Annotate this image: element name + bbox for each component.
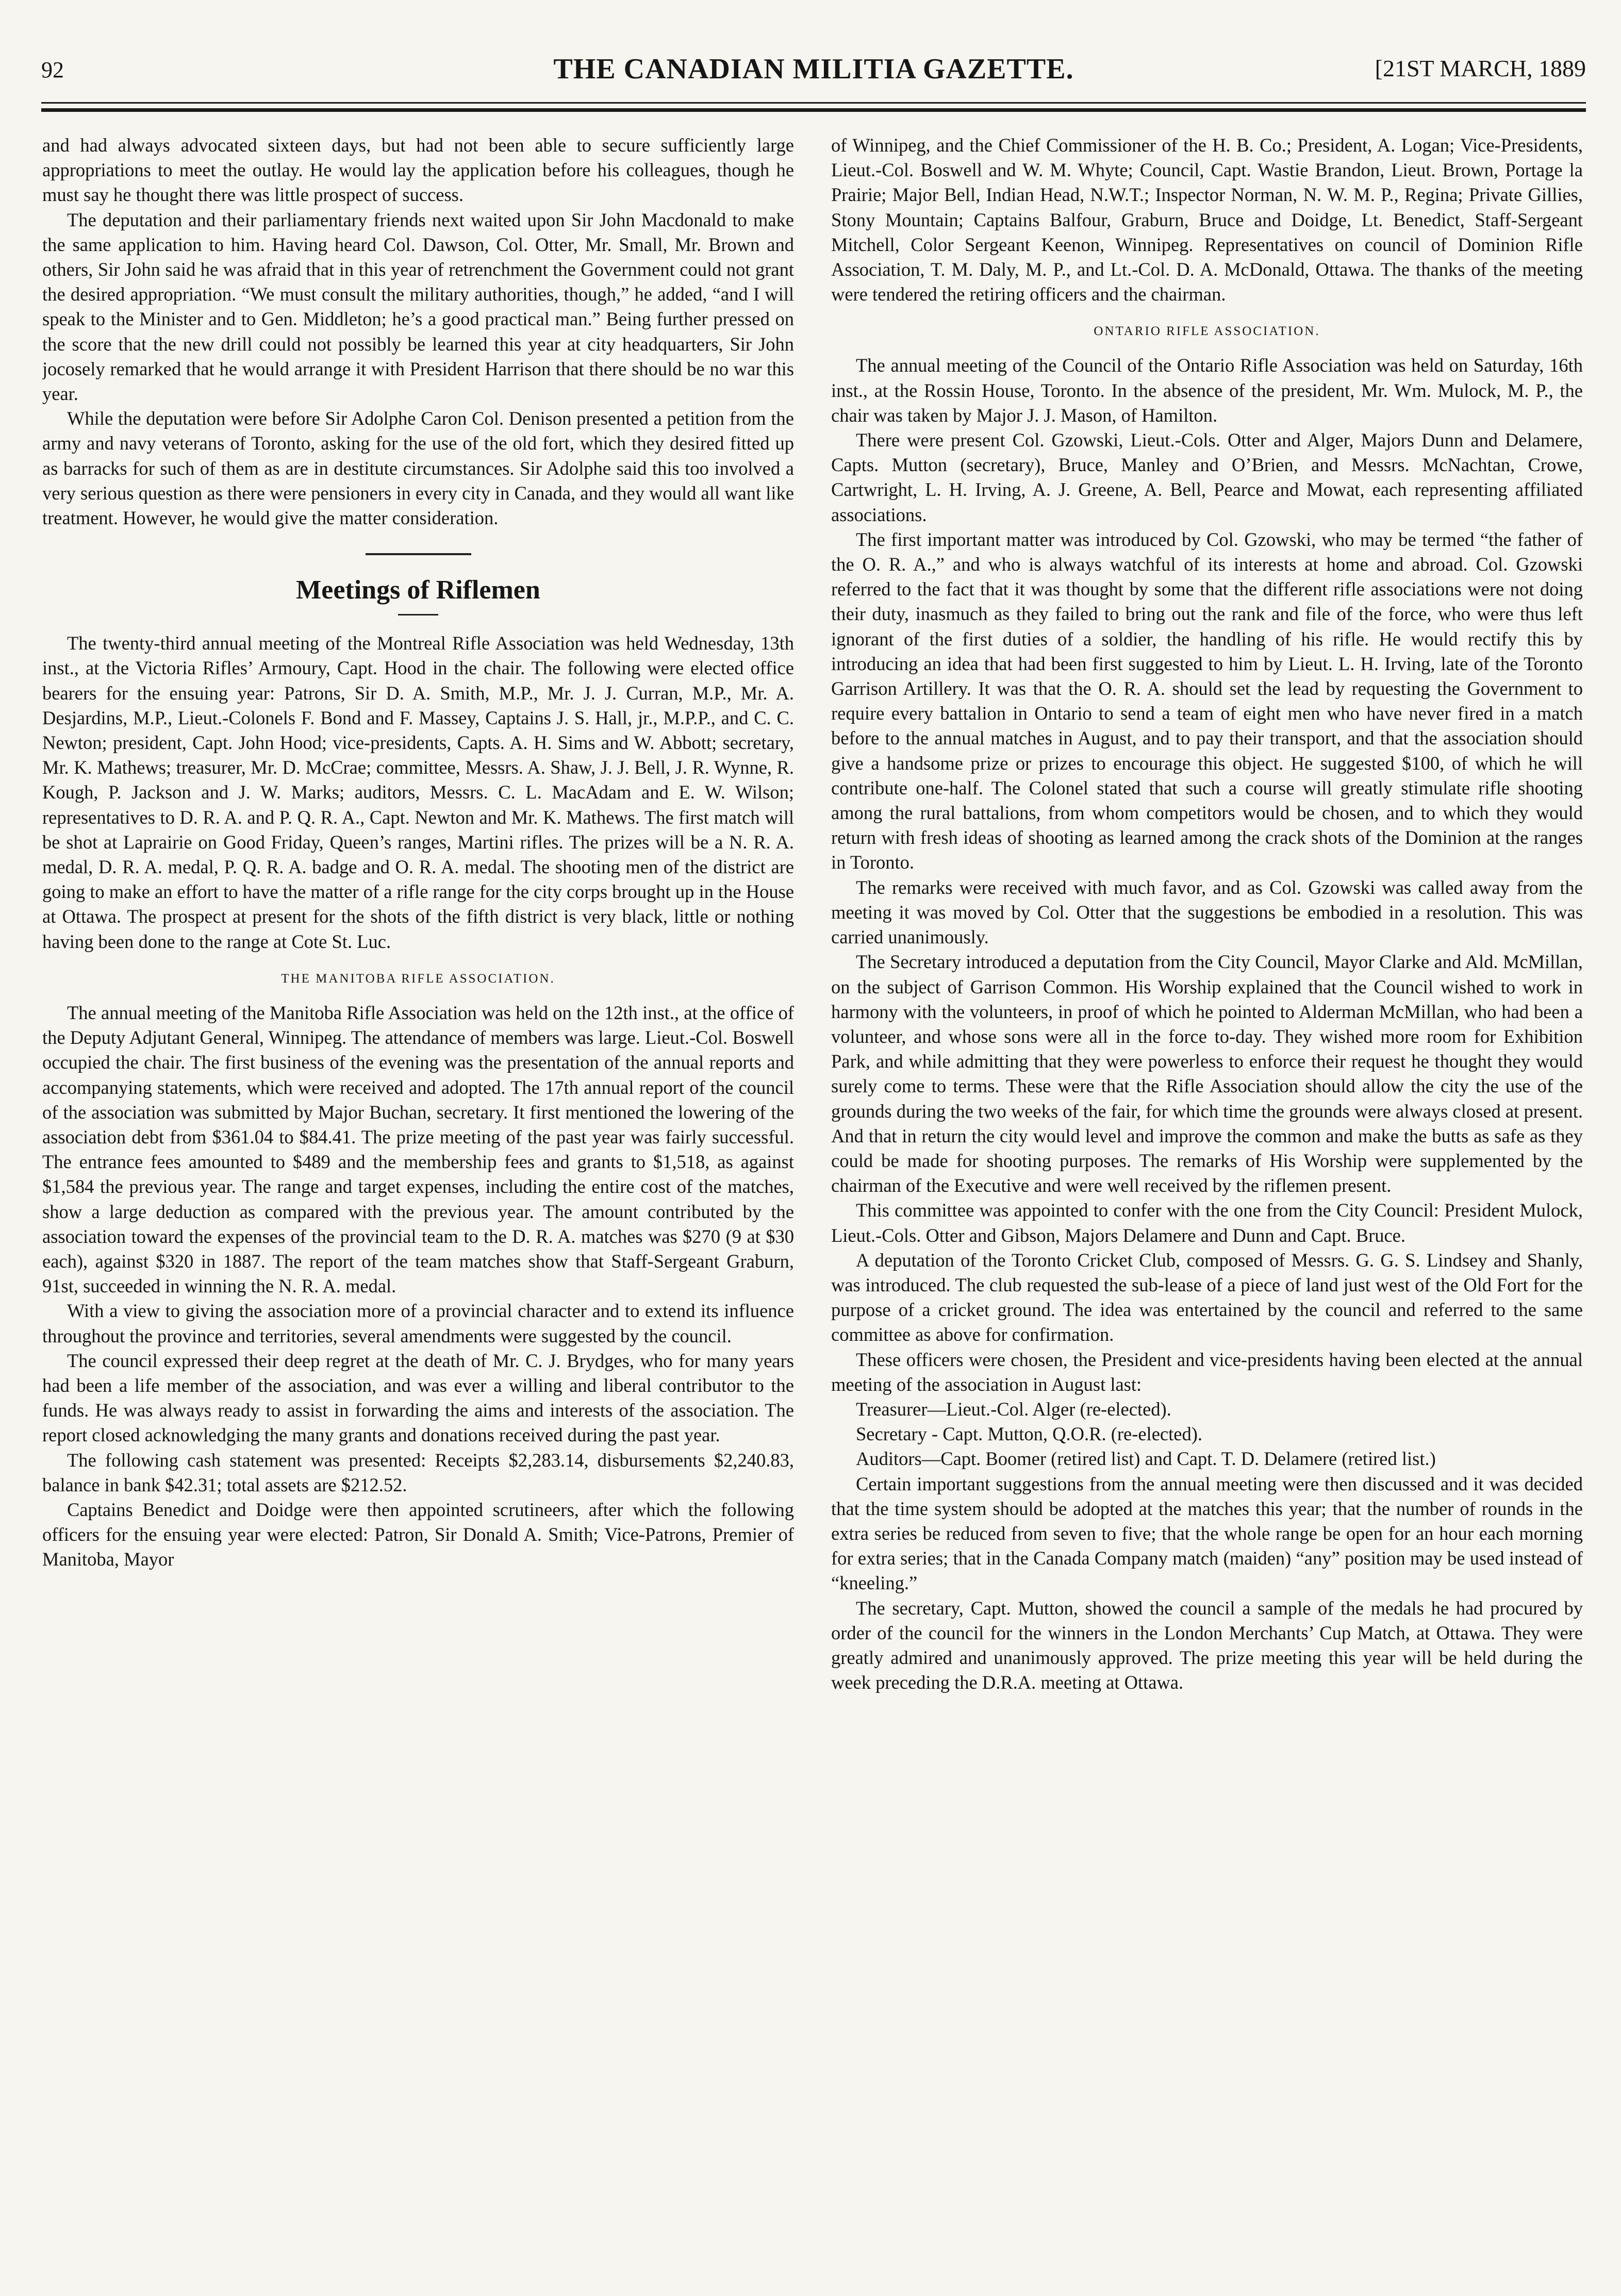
paragraph: The first important matter was introduced by Col. Gzowski, who may be termed “the father of the O. R. A.,” and who is always watchful of its interests at home and abroad. Col. Gzowski referred to the fact that it was thought by some that the different rifle associations were not doing their duty, inasmuch as they failed to bring out the rank and file of the force, who were thus left ignorant of the first duties of a soldier, the handling of his rifle. He would rectify this by introducing an idea that had been first suggested to him by Lieut. L. H. Irving, late of the Toronto Garrison Artillery. It was that the O. R. A. should set the lead by requesting the Government to require every battalion in Ontario to send a team of eight men who have never fired in a match before to the annual matches in August, and to pay their transport, and that the association should give a handsome prize or prizes to encourage this object. He suggested $100, of which he will contribute one-half. The Colonel stated that such a course will greatly stimulate rifle shooting among the rural battalions, from whom competitors would be chosen, and to which they would return with fresh ideas of shooting as learned among the crack shots of the Dominion at the ranges in Toronto.: [831, 528, 1583, 873]
header-rule-thin: [41, 102, 1586, 104]
officer-line: Treasurer—Lieut.-Col. Alger (re-elected).: [856, 1398, 1171, 1420]
paragraph: While the deputation were before Sir Adolphe Caron Col. Denison presented a petition from the army and navy veterans of Toronto, asking for the use of the old fort, which they desired fitted up as barracks for such of them as are in destitute circumstances. Sir Adolphe said this too involved a very serious question as there were pensioners in every city in Canada, and they would all want like treatment. However, he would give the matter consideration.: [42, 408, 794, 529]
issue-date: [21ST MARCH, 1889: [1375, 55, 1586, 81]
publication-title: THE CANADIAN MILITIA GAZETTE.: [553, 53, 1074, 85]
paragraph: The following cash statement was presented: Receipts $2,283.14, disbursements $2,240.83, balance in bank $42.31; total assets are $212.52.: [42, 1449, 794, 1495]
officer-line: Secretary - Capt. Mutton, Q.O.R. (re-elected).: [856, 1423, 1202, 1445]
right-column: [831, 133, 1583, 2272]
page-number: 92: [41, 57, 64, 82]
section-heading: Meetings of Riflemen: [296, 575, 540, 605]
subsection-heading: THE MANITOBA RIFLE ASSOCIATION.: [281, 971, 555, 986]
paragraph: The annual meeting of the Council of the Ontario Rifle Association was held on Saturday, 16th inst., at the Rossin House, Toronto. In the absence of the president, Mr. Wm. Mulock, M. P., the chair was taken by Major J. J. Mason, of Hamilton.: [831, 355, 1583, 426]
paragraph: The secretary, Capt. Mutton, showed the council a sample of the medals he had procured by order of the council for the winners in the London Merchants’ Cup Match, at Ottawa. They were greatly admired and unanimously approved. The prize meeting this year will be held during the week preceding the D.R.A. meeting at Ottawa.: [831, 1597, 1583, 1693]
officer-line: Auditors—Capt. Boomer (retired list) and Capt. T. D. Delamere (retired list.): [856, 1448, 1436, 1470]
paragraph: Captains Benedict and Doidge were then appointed scrutineers, after which the following officers for the ensuing year were elected: Patron, Sir Donald A. Smith; Vice-Patrons, Premier of Manitoba, Mayor: [42, 1499, 794, 1570]
paragraph: The remarks were received with much favor, and as Col. Gzowski was called away from the meeting it was moved by Col. Otter that the suggestions be embodied in a resolution. This was carried unanimously.: [831, 876, 1583, 948]
header-rule-thick: [41, 108, 1586, 112]
paragraph: This committee was appointed to confer with the one from the City Council: President Mulock, Lieut.-Cols. Otter and Gibson, Majors Delamere and Dunn and Capt. Bruce.: [831, 1200, 1583, 1246]
heading-underline: [398, 614, 438, 615]
paragraph: There were present Col. Gzowski, Lieut.-Cols. Otter and Alger, Majors Dunn and Delamere, Capts. Mutton (secretary), Bruce, Manley and O’Brien, and Messrs. McNachtan, Crowe, Cartwright, L. H. Irving, A. J. Greene, A. Bell, Pearce and Mowat, each representing affiliated associations.: [831, 429, 1583, 525]
paragraph: These officers were chosen, the President and vice-presidents having been elected at the annual meeting of the association in August last:: [831, 1349, 1583, 1395]
paragraph: and had always advocated sixteen days, but had not been able to secure sufficiently large appropriations to meet the outlay. He would lay the application before his colleagues, though he must say he thought there was little prospect of success.: [42, 135, 794, 206]
paragraph: The Secretary introduced a deputation from the City Council, Mayor Clarke and Ald. McMillan, on the subject of Garrison Common. His Worship explained that the Council wished to work in harmony with the volunteers, in proof of which he pointed to Alderman McMillan, who had been a volunteer, and whose sons were all in the force to-day. They wished more room for Exhibition Park, and while admitting that they were powerless to enforce their request he thought they would surely come to terms. These were that the Rifle Association should allow the city the use of the grounds during the two weeks of the fair, for which time the grounds were always closed at present. And that in return the city would level and improve the common and make the butts as safe as they could be made for shooting purposes. The remarks of His Worship were supplemented by the chairman of the Executive and were well received by the riflemen present.: [831, 951, 1583, 1196]
paragraph: A deputation of the Toronto Cricket Club, composed of Messrs. G. G. S. Lindsey and Shanly, was introduced. The club requested the sub-lease of a piece of land just west of the Old Fort for the purpose of a cricket ground. The idea was entertained by the council and referred to the same committee as above for confirmation.: [831, 1249, 1583, 1345]
paragraph: With a view to giving the association more of a provincial character and to extend its influence throughout the province and territories, several amendments were suggested by the council.: [42, 1300, 794, 1346]
left-column: [42, 133, 794, 2272]
paragraph: The twenty-third annual meeting of the Montreal Rifle Association was held Wednesday, 13th inst., at the Victoria Rifles’ Armoury, Capt. Hood in the chair. The following were elected office bearers for the ensuing year: Patrons, Sir D. A. Smith, M.P., Mr. J. J. Curran, M.P., Mr. A. Desjardins, M.P., Lieut.-Colonels F. Bond and F. Massey, Captains J. S. Hall, jr., M.P.P., and C. C. Newton; president, Capt. John Hood; vice-presidents, Capts. A. H. Sims and W. Abbott; secretary, Mr. K. Mathews; treasurer, Mr. D. McCrae; committee, Messrs. A. Shaw, J. J. Bell, J. R. Wynne, R. Kough, P. Jackson and J. W. Marks; auditors, Messrs. C. L. MacAdam and E. W. Wilson; representatives to D. R. A. and P. Q. R. A., Capt. Newton and Mr. K. Mathews. The first match will be shot at Laprairie on Good Friday, Queen’s ranges, Martini rifles. The prizes will be a N. R. A. medal, D. R. A. medal, P. Q. R. A. badge and O. R. A. medal. The shooting men of the district are going to make an effort to have the matter of a rifle range for the city corps brought up in the House at Ottawa. The prospect at present for the shots of the fifth district is very black, little or nothing having been done to the range at Cote St. Luc.: [42, 633, 794, 952]
masthead: [41, 47, 1586, 94]
paragraph: Certain important suggestions from the annual meeting were then discussed and it was decided that the time system should be adopted at the matches this year; that the number of rounds in the extra series be reduced from seven to five; that the whole range be open for an hour each morning for extra series; that in the Canada Company match (maiden) “any” position may be used instead of “kneeling.”: [831, 1473, 1583, 1594]
section-divider: [366, 553, 471, 555]
subsection-heading: ONTARIO RIFLE ASSOCIATION.: [1094, 324, 1320, 339]
paragraph: of Winnipeg, and the Chief Commissioner of the H. B. Co.; President, A. Logan; Vice-Presidents, Lieut.-Col. Boswell and W. M. Whyte; Council, Capt. Wastie Brandon, Lieut. Brown, Portage la Prairie; Major Bell, Indian Head, N.W.T.; Inspector Norman, N. W. M. P., Regina; Private Gillies, Stony Mountain; Captains Balfour, Graburn, Bruce and Doidge, Lt. Benedict, Staff-Sergeant Mitchell, Color Sergeant Keenon, Winnipeg. Representatives on council of Dominion Rifle Association, T. M. Daly, M. P., and Lt.-Col. D. A. McDonald, Ottawa. The thanks of the meeting were tendered the retiring officers and the chairman.: [831, 135, 1583, 305]
paragraph: The deputation and their parliamentary friends next waited upon Sir John Macdonald to make the same application to him. Having heard Col. Dawson, Col. Otter, Mr. Small, Mr. Brown and others, Sir John said he was afraid that in this year of retrenchment the Government could not grant the desired appropriation. “We must consult the military authorities, though,” he added, “and I will speak to the Minister and to Gen. Middleton; he’s a good practical man.” Being further pressed on the score that the new drill could not possibly be learned this year at city headquarters, Sir John jocosely remarked that he would arrange it with President Harrison that there should be no war this year.: [42, 209, 794, 405]
paragraph: The council expressed their deep regret at the death of Mr. C. J. Brydges, who for many years had been a life member of the association, and was ever a willing and liberal contributor to the funds. He was always ready to assist in forwarding the aims and interests of the association. The report closed acknowledging the many grants and donations received during the past year.: [42, 1350, 794, 1446]
paragraph: The annual meeting of the Manitoba Rifle Association was held on the 12th inst., at the office of the Deputy Adjutant General, Winnipeg. The attendance of members was large. Lieut.-Col. Boswell occupied the chair. The first business of the evening was the presentation of the annual reports and accompanying statements, which were received and adopted. The 17th annual report of the council of the association was submitted by Major Buchan, secretary. It first mentioned the lowering of the association debt from $361.04 to $84.41. The prize meeting of the past year was fairly successful. The entrance fees amounted to $489 and the membership fees and grants to $1,518, as against $1,584 the previous year. The range and target expenses, including the entire cost of the matches, show a large deduction as compared with the previous year. The amount contributed by the association toward the expenses of the provincial team to the D. R. A. matches was $270 (9 at $30 each), against $320 in 1887. The report of the team matches show that Staff-Sergeant Graburn, 91st, succeeded in winning the N. R. A. medal.: [42, 1002, 794, 1297]
